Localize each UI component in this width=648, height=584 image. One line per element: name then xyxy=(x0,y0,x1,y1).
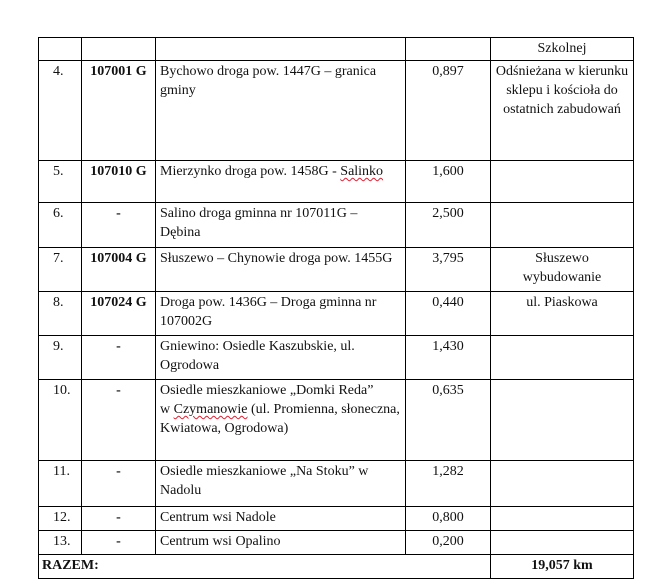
cell-lp: 8. xyxy=(39,292,82,336)
cell-nr: 107004 G xyxy=(82,248,156,292)
cell-note: Odśnieżana w kierunku sklepu i kościoła do ostatnich zabudowań xyxy=(491,61,634,161)
cell-nr: 107024 G xyxy=(82,292,156,336)
cell-length: 2,500 xyxy=(406,203,491,248)
cell-lp: 13. xyxy=(39,531,82,555)
cell-nr: - xyxy=(82,461,156,507)
cell-lp xyxy=(39,38,82,61)
cell-note: Szkolnej xyxy=(491,38,634,61)
cell-name xyxy=(156,161,406,203)
cell-nr: - xyxy=(82,380,156,461)
table-row xyxy=(39,507,634,531)
name-part: w xyxy=(160,402,171,417)
name-part-spellcheck: Salinko xyxy=(340,164,384,179)
cell-lp: 10. xyxy=(39,380,82,461)
cell-length: 0,440 xyxy=(406,292,491,336)
name-part-spellcheck: Czymanowie xyxy=(173,402,248,417)
cell-note xyxy=(491,203,634,248)
cell-lp: 5. xyxy=(39,161,82,203)
cell-length: 0,200 xyxy=(406,531,491,555)
table-row xyxy=(39,336,634,380)
table-row xyxy=(39,248,634,292)
table-row xyxy=(39,461,634,507)
name-part: Mierzynko droga pow. 1458G - xyxy=(160,164,337,179)
cell-length: 3,795 xyxy=(406,248,491,292)
cell-lp: 9. xyxy=(39,336,82,380)
table-row xyxy=(39,161,634,203)
table-row xyxy=(39,380,634,461)
cell-name: Centrum wsi Opalino xyxy=(156,531,406,555)
name-part: Osiedle mieszkaniowe „Domki Reda” xyxy=(160,383,374,398)
cell-name xyxy=(156,380,406,461)
cell-name: Gniewino: Osiedle Kaszubskie, ul. Ogrodowa xyxy=(156,336,406,380)
cell-note xyxy=(491,531,634,555)
cell-note xyxy=(491,380,634,461)
cell-length: 1,600 xyxy=(406,161,491,203)
cell-length: 0,800 xyxy=(406,507,491,531)
cell-length: 1,430 xyxy=(406,336,491,380)
cell-nr: 107001 G xyxy=(82,61,156,161)
cell-lp: 4. xyxy=(39,61,82,161)
cell-note: Słuszewo wybudowanie xyxy=(491,248,634,292)
cell-lp: 7. xyxy=(39,248,82,292)
total-label: RAZEM: xyxy=(39,555,491,579)
cell-nr: - xyxy=(82,507,156,531)
cell-name: Droga pow. 1436G – Droga gminna nr 107002G xyxy=(156,292,406,336)
name-part: (ul. Promienna, słoneczna, Kwiatowa, Ogrodowa) xyxy=(160,402,400,436)
cell-nr xyxy=(82,38,156,61)
total-value: 19,057 km xyxy=(491,555,634,579)
cell-nr: - xyxy=(82,203,156,248)
cell-nr: - xyxy=(82,336,156,380)
cell-length: 0,897 xyxy=(406,61,491,161)
cell-length xyxy=(406,38,491,61)
cell-lp: 12. xyxy=(39,507,82,531)
cell-length: 0,635 xyxy=(406,380,491,461)
cell-name: Bychowo droga pow. 1447G – granica gminy xyxy=(156,61,406,161)
table-row xyxy=(39,203,634,248)
cell-note xyxy=(491,336,634,380)
cell-nr: - xyxy=(82,531,156,555)
cell-lp: 11. xyxy=(39,461,82,507)
cell-note: ul. Piaskowa xyxy=(491,292,634,336)
cell-note xyxy=(491,161,634,203)
cell-name: Salino droga gminna nr 107011G – Dębina xyxy=(156,203,406,248)
cell-name: Centrum wsi Nadole xyxy=(156,507,406,531)
table-row xyxy=(39,292,634,336)
table-row xyxy=(39,61,634,161)
cell-lp: 6. xyxy=(39,203,82,248)
table-row xyxy=(39,38,634,61)
table-row xyxy=(39,531,634,555)
cell-note xyxy=(491,507,634,531)
cell-nr: 107010 G xyxy=(82,161,156,203)
cell-name: Osiedle mieszkaniowe „Na Stoku” w Nadolu xyxy=(156,461,406,507)
total-row xyxy=(39,555,634,579)
cell-note xyxy=(491,461,634,507)
cell-length: 1,282 xyxy=(406,461,491,507)
roads-table xyxy=(38,37,634,579)
cell-name: Słuszewo – Chynowie droga pow. 1455G xyxy=(156,248,406,292)
cell-name xyxy=(156,38,406,61)
